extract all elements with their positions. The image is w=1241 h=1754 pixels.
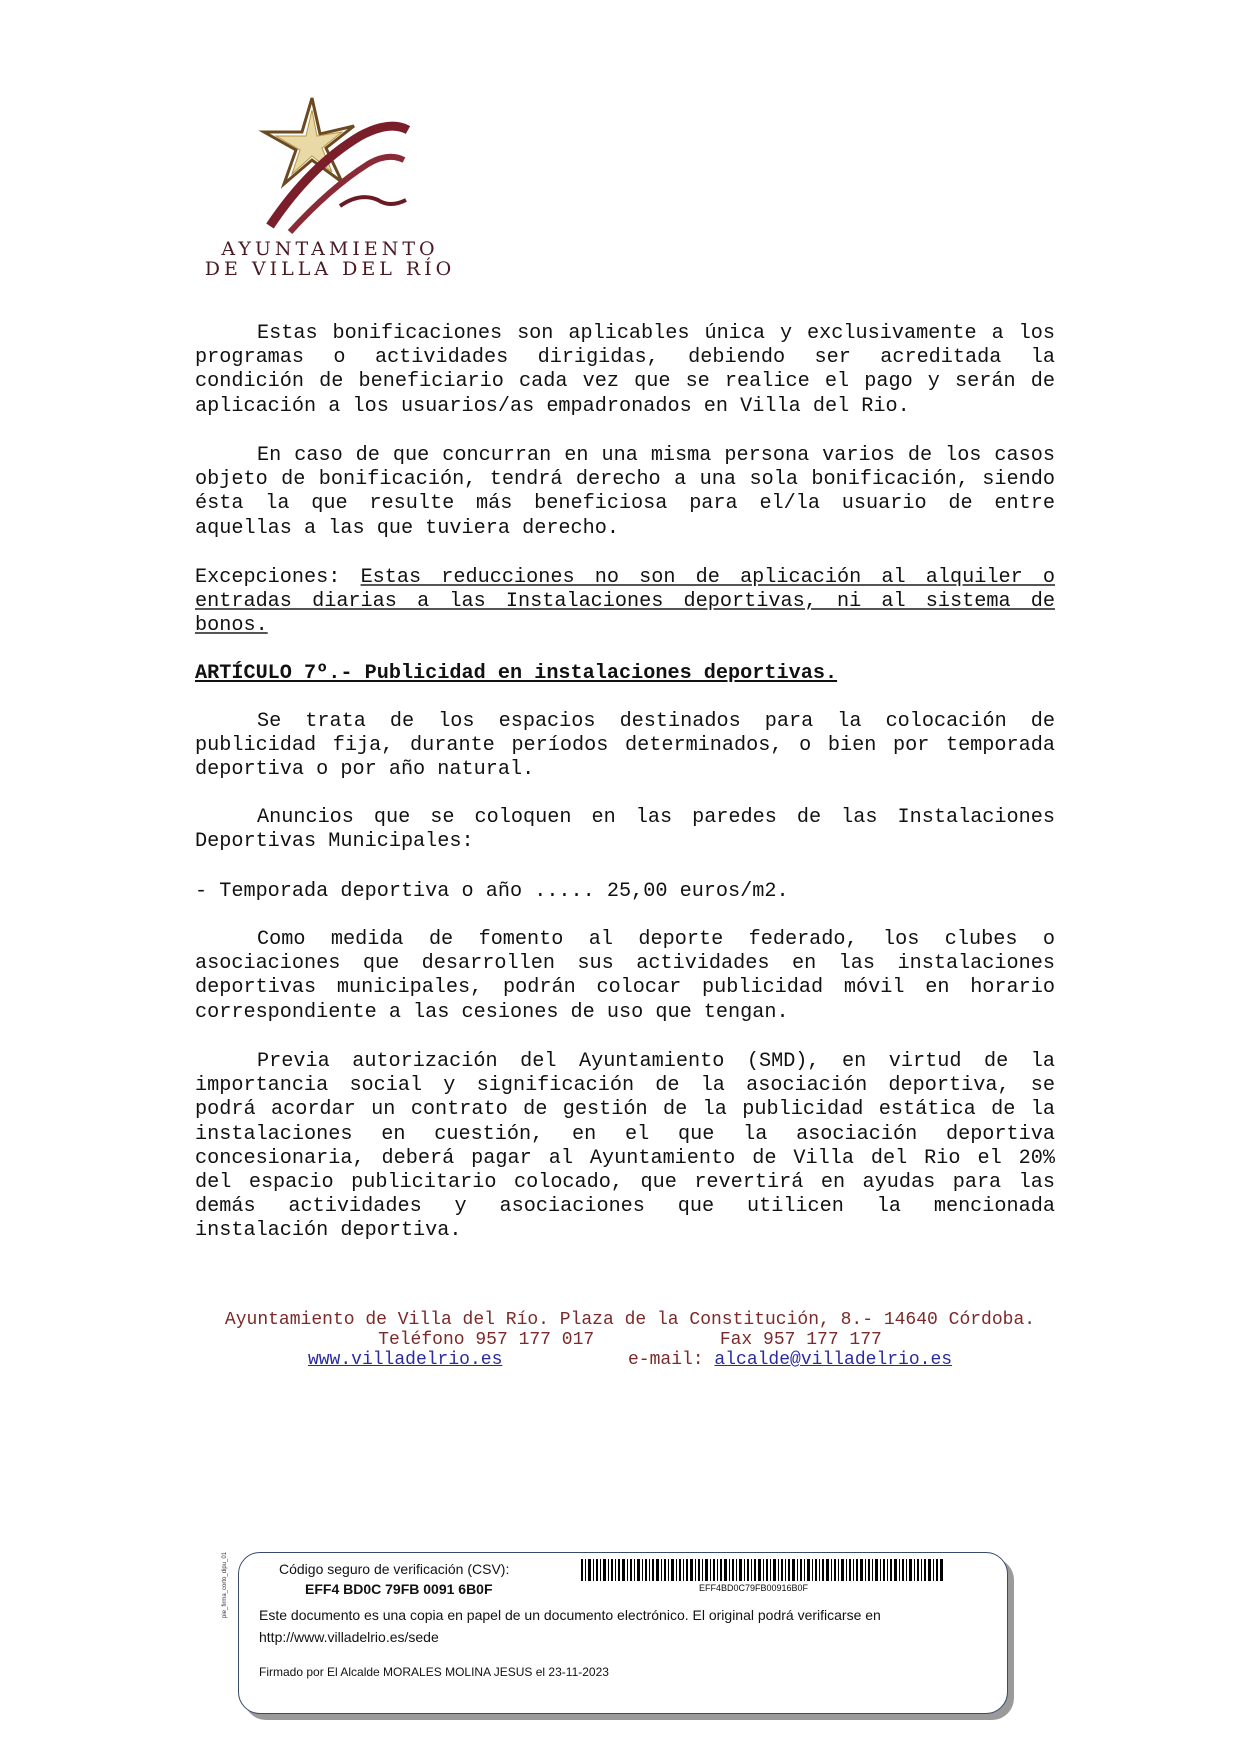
footer-web-line [180,1350,1080,1370]
exceptions-label: Excepciones: [195,566,361,589]
footer-email-link[interactable]: alcalde@villadelrio.es [714,1350,953,1370]
exceptions-paragraph [195,566,1055,639]
footer [180,1310,1080,1370]
article-paragraph-1 [195,710,1055,783]
csv-verify-url[interactable]: http://www.villadelrio.es/sede [259,1629,439,1645]
footer-phone: Teléfono 957 177 017 [378,1330,595,1350]
article-paragraph-3 [195,880,1055,904]
town-hall-logo [200,96,460,286]
paragraph: En caso de que concurran en una misma persona varios de los casos objeto de bonificación, tendrá derecho a una sola bonificación, siendo ésta la que resulte más beneficiosa para el/la usuario de entre aquellas a las que tuviera derecho. [195,444,1055,540]
logo-text-line1: AYUNTAMIENTO [221,238,439,260]
barcode-icon [581,1559,943,1581]
article-heading: ARTÍCULO 7º.- Publicidad en instalaciones deportivas. [195,662,838,685]
paragraph-concurrencia [195,444,1055,541]
paragraph: Previa autorización del Ayuntamiento (SMD), en virtud de la importancia social y significación de la asociación deportiva, se podrá acordar un contrato de gestión de la publicidad estática de la instalaciones en cuestión, en el que la asociación deportiva concesionaria, deberá pagar al Ayuntamiento de Villa del Rio el 20% del espacio publicitario colocado, que revertirá en ayudas para las demás actividades y asociaciones que utilicen la mencionada instalación deportiva. [195,1050,1055,1243]
csv-verification-box [238,1552,1008,1714]
footer-web-link[interactable]: www.villadelrio.es [307,1350,503,1370]
article-paragraph-2 [195,806,1055,854]
footer-contact-line [180,1330,1080,1350]
article-paragraph-5 [195,1050,1055,1244]
csv-code: EFF4 BD0C 79FB 0091 6B0F [305,1581,493,1597]
paragraph-bonificaciones [195,322,1055,419]
star-mountain-emblem-icon [250,96,410,236]
paragraph: Anuncios que se coloquen en las paredes de las Instalaciones Deportivas Municipales: [195,806,1055,854]
logo-text-line2: DE VILLA DEL RÍO [204,258,456,280]
paragraph: Estas bonificaciones son aplicables única y exclusivamente a los programas o actividades dirigidas, debiendo ser acreditada la condición de beneficiario cada vez que se realice el pago y serán de aplicación a los usuarios/as empadronados en Villa del Rio. [195,322,1055,418]
side-code: pie_firma_corto_dipu_01 [222,1551,228,1618]
csv-label: Código seguro de verificación (CSV): [279,1561,510,1577]
paragraph: Se trata de los espacios destinados para la colocación de publicidad fija, durante períodos determinados, o bien por temporada deportiva o por año natural. [195,710,1055,782]
footer-email-label: e-mail: [628,1350,715,1370]
csv-info-line: Este documento es una copia en papel de un documento electrónico. El original podrá verificarse en [259,1607,881,1623]
article-paragraph-4 [195,928,1055,1025]
footer-fax: Fax 957 177 177 [719,1330,882,1350]
exceptions-text: Estas reducciones no son de aplicación al alquiler o entradas diarias a las Instalaciones deportivas, ni al sistema de bonos. [195,566,1056,638]
barcode-text: EFF4BD0C79FB00916B0F [699,1583,809,1593]
article-heading-block [195,662,1055,686]
exceptions-block [195,566,1055,639]
footer-address: Ayuntamiento de Villa del Río. Plaza de la Constitución, 8.- 14640 Córdoba. [224,1310,1036,1330]
paragraph: Como medida de fomento al deporte federado, los clubes o asociaciones que desarrollen sus actividades en las instalaciones deportivas municipales, podrán colocar publicidad móvil en horario correspondiente a las cesiones de uso que tengan. [195,928,1055,1024]
csv-signature: Firmado por El Alcalde MORALES MOLINA JESUS el 23-11-2023 [259,1665,609,1679]
price-line: - Temporada deportiva o año ..... 25,00 euros/m2. [195,880,789,903]
